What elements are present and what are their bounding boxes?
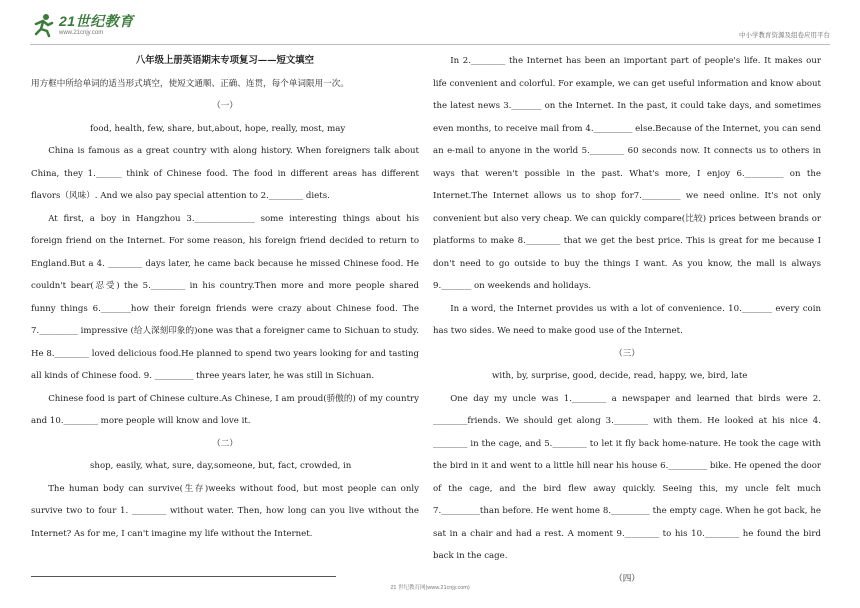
logo-url: www.21cnjy.com bbox=[59, 29, 104, 36]
logo bbox=[30, 12, 134, 38]
section-3-word-box: with, by, surprise, good, decide, read, happy, we, bird, late bbox=[492, 371, 748, 381]
section-1-label: （一） bbox=[212, 101, 238, 111]
page-header bbox=[30, 10, 830, 45]
footer-rule bbox=[31, 576, 336, 577]
passage-2-paragraph-1: The human body can survive(生存)weeks without food, but most people can only survive two to four 1. ________ without water. Then, how long can you live without the Internet? As for me, I can't imagine my life without the Internet. bbox=[31, 483, 419, 539]
section-2-word-box: shop, easily, what, sure, day,someone, but, fact, crowded, in bbox=[90, 461, 352, 471]
section-3-label: （三） bbox=[614, 348, 640, 359]
passage-2-paragraph-3: In a word, the Internet provides us with a lot of convenience. 10._______ every coin has two sides. We need to make good use of the Internet. bbox=[433, 303, 821, 336]
logo-text: 21世纪教育 bbox=[59, 12, 134, 29]
passage-3-paragraph-1: One day my uncle was 1.________ a newspaper and learned that birds were 2. ________friends. We should get along 3.________ with them. He looked at his nice 4. ________ in the cage, and 5.________ to let it fly back home-nature. He took the cage with the bird in it and went to a little hill near his house 6._________ bike. He opened the door of the cage, and the bird flew away quickly. Seeing this, my uncle felt much 7._________than before. He went home 8._________ the empty cage. When he got back, he sat in a chair and had a rest. A moment 9.________ to his 10.________ he found the bird back in the cage. bbox=[433, 393, 821, 561]
worksheet-title: 八年级上册英语期末专项复习——短文填空 bbox=[135, 55, 315, 66]
passage-1-paragraph-2: At first, a boy in Hangzhou 3.______________ some interesting things about his foreign friend on the Internet. For some reason, his foreign friend decided to return to England.But a 4. ________ days later, he came back because he missed Chinese food. He couldn't bear(忍受) the 5.________ in his country.Then more and more people shared funny things 6._______how their foreign friends were crazy about Chinese food. The 7._________ impressive (给人深刻印象的)one was that a foreigner came to Sichuan to study. He 8.________ loved delicious food.He planned to spend two years looking for and tasting all kinds of Chinese food. 9. _________ three years later, he was still in Sichuan. bbox=[31, 213, 419, 381]
passage-1-paragraph-3: Chinese food is part of Chinese culture.As Chinese, I am proud(骄傲的) of my country and 10.________ more people will know and love it. bbox=[31, 393, 419, 426]
runner-logo-icon bbox=[30, 12, 56, 38]
passage-1-paragraph-1: China is famous as a great country with along history. When foreigners talk about China, they 1.______ think of Chinese food. The food in different areas has different flavors（风味）. And we also pay special attention to 2.________ diets. bbox=[31, 146, 419, 201]
left-column bbox=[31, 50, 419, 545]
passage-2-paragraph-2: In 2.________ the Internet has been an important part of people's life. It makes our life convenient and colorful. For example, we can get useful information and know about the latest news 3._______ on the Internet. In the past, it could take days, and sometimes even months, to receive mail from 4._________ else.Because of the Internet, you can send an e-mail to anyone in the world 5.________ 60 seconds now. It connects us to others in ways that weren't possible in the past. What's more, I enjoy 6._________ on the Internet.The Internet allows us to shop for7._________ we need online. It's not only convenient but also very cheap. We can quickly compare(比较) prices between brands or platforms to make 8.________ that we get the best price. This is great for me because I don't need to go outside to buy the things I want. As you know, the mall is always 9._______ on weekends and holidays. bbox=[433, 56, 821, 291]
footer-text: 21 世纪教育网(www.21cnjy.com) bbox=[390, 585, 470, 591]
section-4-label: （四） bbox=[614, 573, 640, 584]
section-1-word-box: food, health, few, share, but,about, hope, really, most, may bbox=[90, 123, 346, 134]
platform-name: 中小学教育资源及组卷应用平台 bbox=[739, 32, 830, 39]
section-2-label: （二） bbox=[212, 438, 238, 449]
instruction: 用方框中所给单词的适当形式填空，使短文通顺、正确、连贯，每个单词限用一次。 bbox=[31, 78, 349, 89]
right-column bbox=[433, 50, 821, 590]
